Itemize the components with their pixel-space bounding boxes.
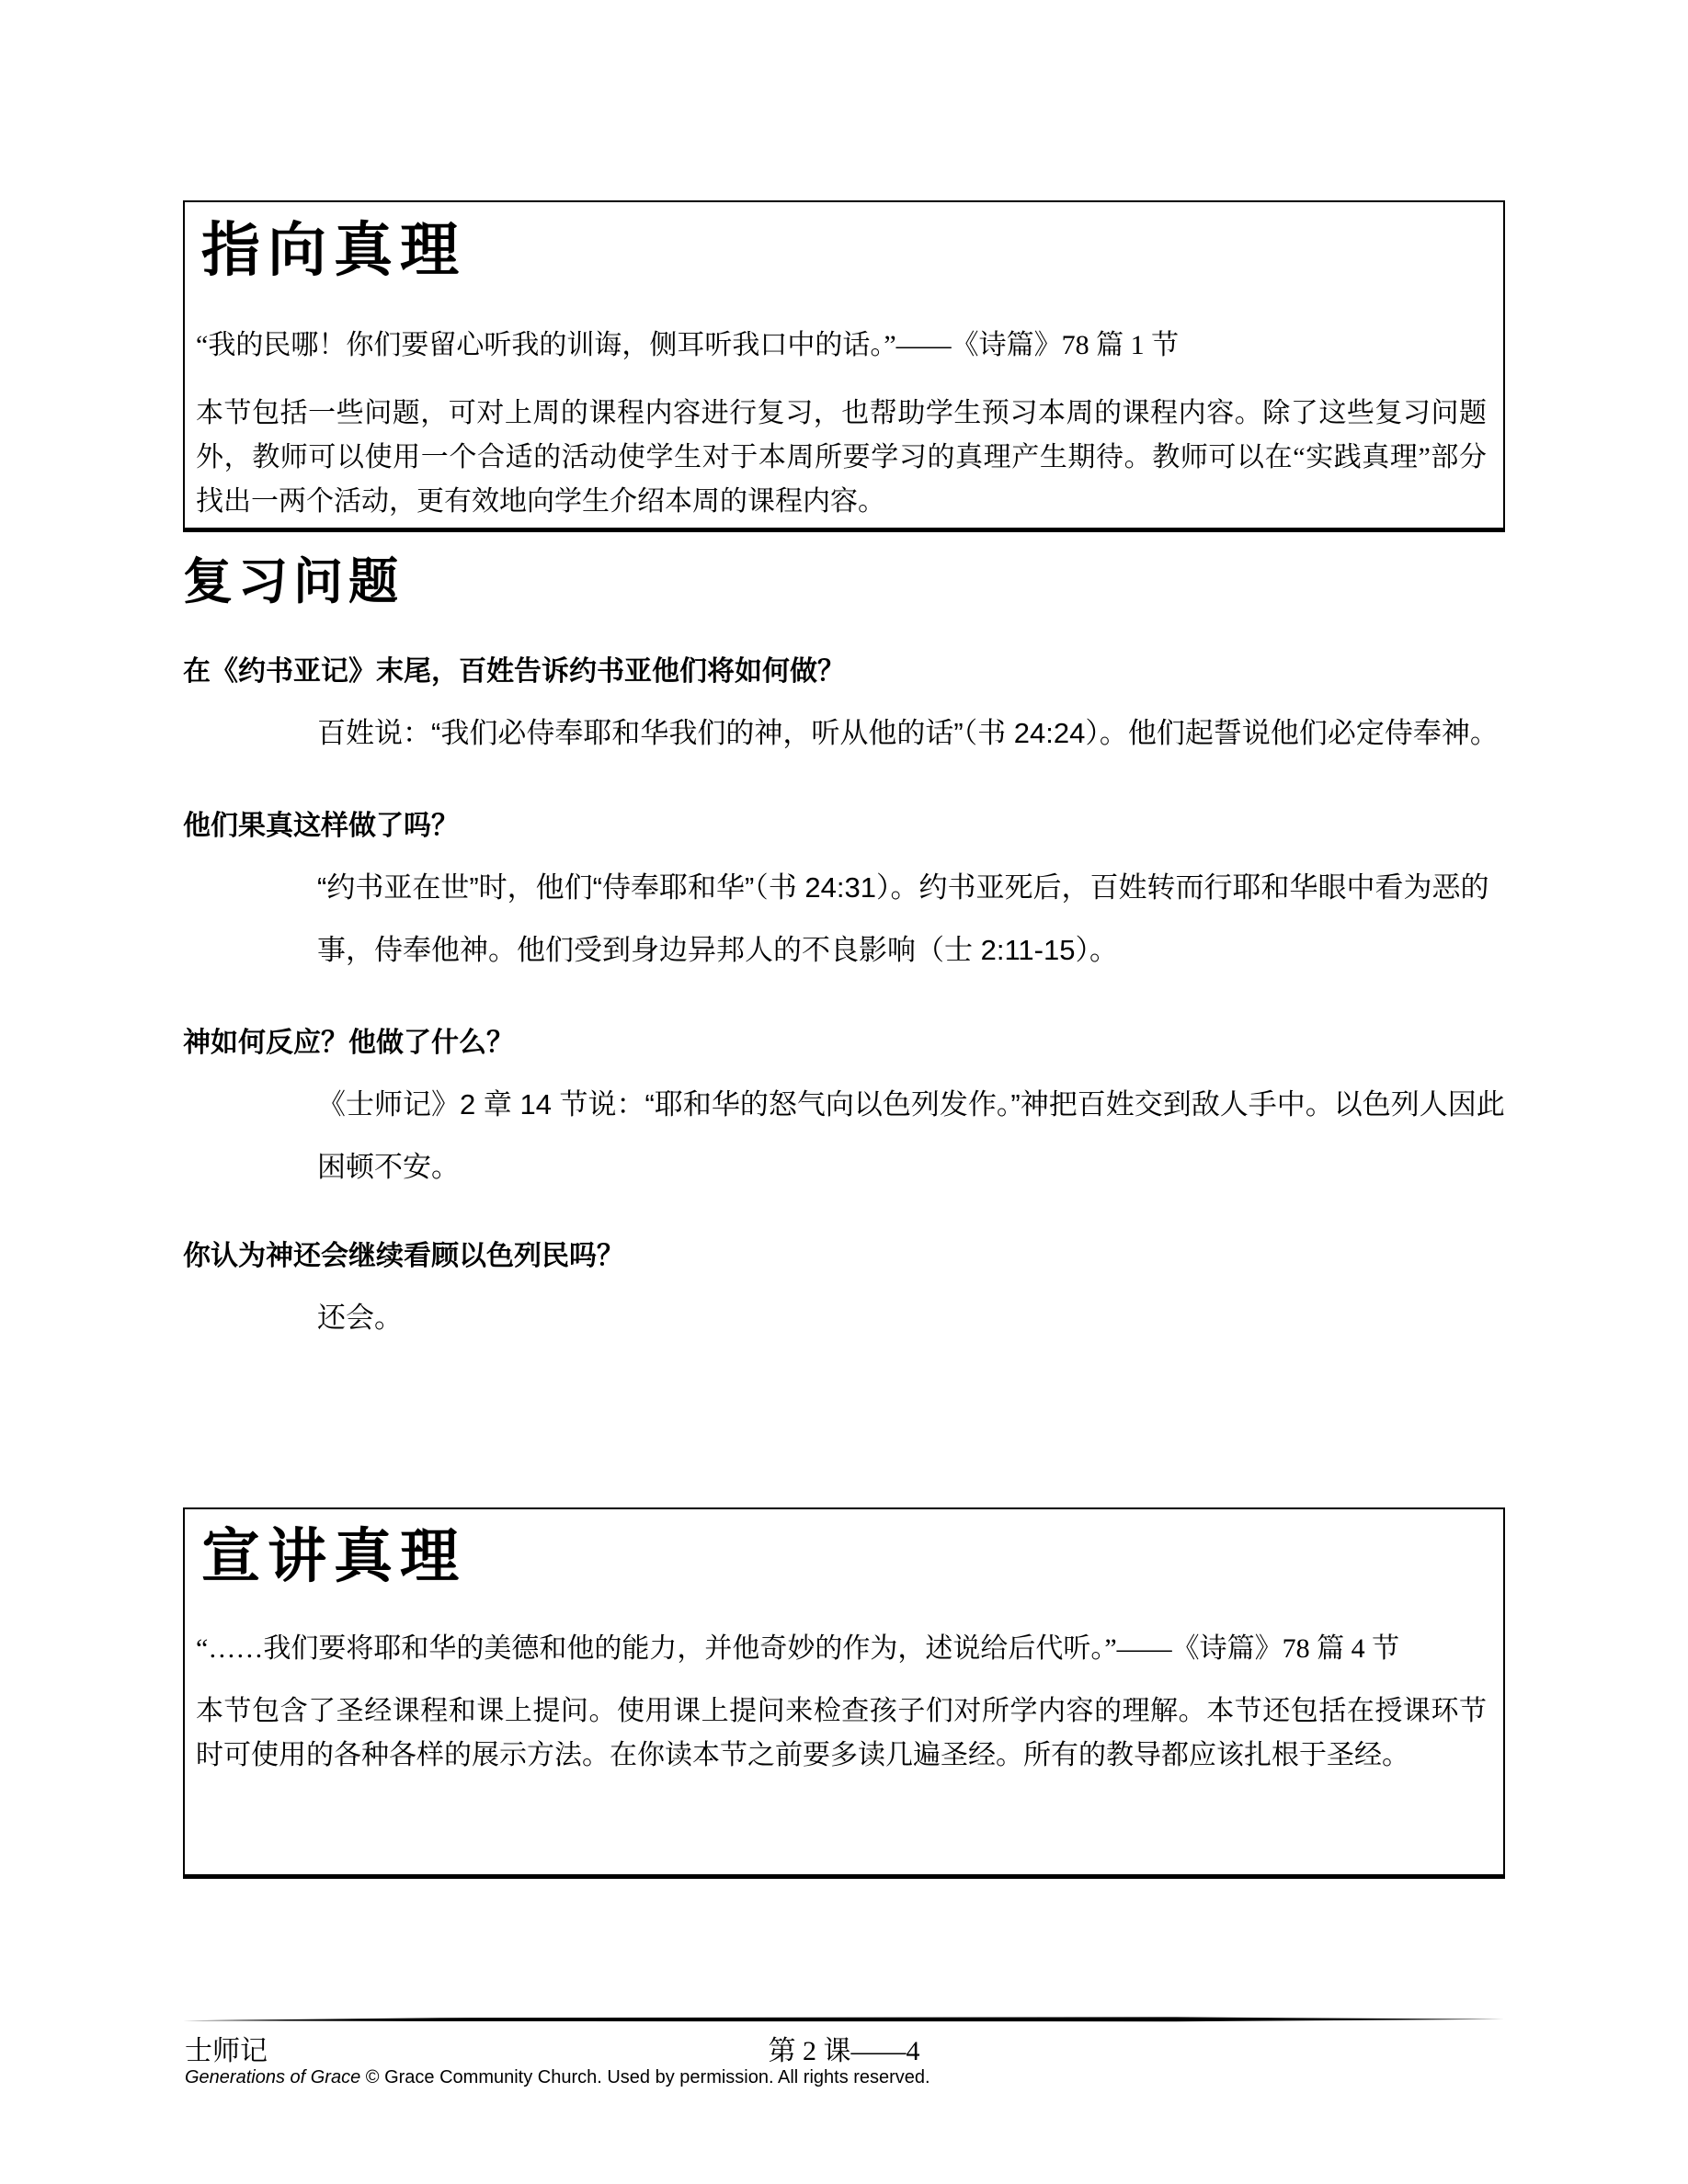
qa-item <box>183 653 1507 765</box>
footer-page-number: 第 2 课——4 <box>768 2036 920 2066</box>
answer-text: 《士师记》2 章 14 节说：“耶和华的怒气向以色列发作。”神把百姓交到敌人手中。以色列人因此困顿不安。 <box>317 1088 1505 1183</box>
qa-item <box>183 1237 1507 1349</box>
truth-box-instructions: 本节包括一些问题，可对上周的课程内容进行复习，也帮助学生预习本周的课程内容。除了这些复习问题外，教师可以使用一个合适的活动使学生对于本周所要学习的真理产生期待。教师可以在“实践真理”部分找出一两个活动，更有效地向学生介绍本周的课程内容。 <box>196 398 1487 517</box>
question-text: 神如何反应？他做了什么？ <box>183 1028 514 1058</box>
question-text: 他们果真这样做了吗？ <box>183 811 459 841</box>
proclaim-box-instructions: 本节包含了圣经课程和课上提问。使用课上提问来检查孩子们对所学内容的理解。本节还包括在授课环节时可使用的各种各样的展示方法。在你读本节之前要多读几遍圣经。所有的教导都应该扎根于圣经。 <box>196 1696 1487 1770</box>
question-text: 你认为神还会继续看顾以色列民吗？ <box>183 1241 624 1271</box>
question-text: 在《约书亚记》末尾，百姓告诉约书亚他们将如何做？ <box>183 656 845 687</box>
truth-pointer-box <box>183 200 1505 532</box>
qa-item <box>183 1024 1507 1199</box>
review-questions-section <box>183 552 1507 1349</box>
proclaim-box-scripture-quote: “……我们要将耶和华的美德和他的能力，并他奇妙的作为，述说给后代听。”——《诗篇》78 篇 4 节 <box>196 1633 1400 1664</box>
answer-text: 百姓说：“我们必侍奉耶和华我们的神，听从他的话”（书 24:24）。他们起誓说他们必定侍奉神。 <box>317 717 1499 749</box>
footer-copyright-series-name: Generations of Grace <box>185 2067 361 2087</box>
footer-divider-rule <box>183 2017 1505 2022</box>
footer-copyright-text: © Grace Community Church. Used by permission. All rights reserved. <box>360 2067 930 2087</box>
truth-box-scripture-quote: “我的民哪！你们要留心听我的训诲，侧耳听我口中的话。”——《诗篇》78 篇 1 节 <box>196 330 1180 360</box>
footer-book-title: 士师记 <box>185 2036 268 2066</box>
footer-copyright <box>185 2066 930 2088</box>
review-section-title: 复习问题 <box>183 554 404 609</box>
answer-text: 还会。 <box>317 1302 403 1334</box>
qa-item <box>183 807 1507 982</box>
truth-box-title: 指向真理 <box>201 218 466 283</box>
proclaim-box-title: 宣讲真理 <box>201 1524 466 1589</box>
proclaim-truth-box <box>183 1507 1505 1879</box>
answer-text: “约书亚在世”时，他们“侍奉耶和华”（书 24:31）。约书亚死后，百姓转而行耶和华眼中看为恶的事，侍奉他神。他们受到身边异邦人的不良影响（士 2:11-15）。 <box>317 871 1489 966</box>
